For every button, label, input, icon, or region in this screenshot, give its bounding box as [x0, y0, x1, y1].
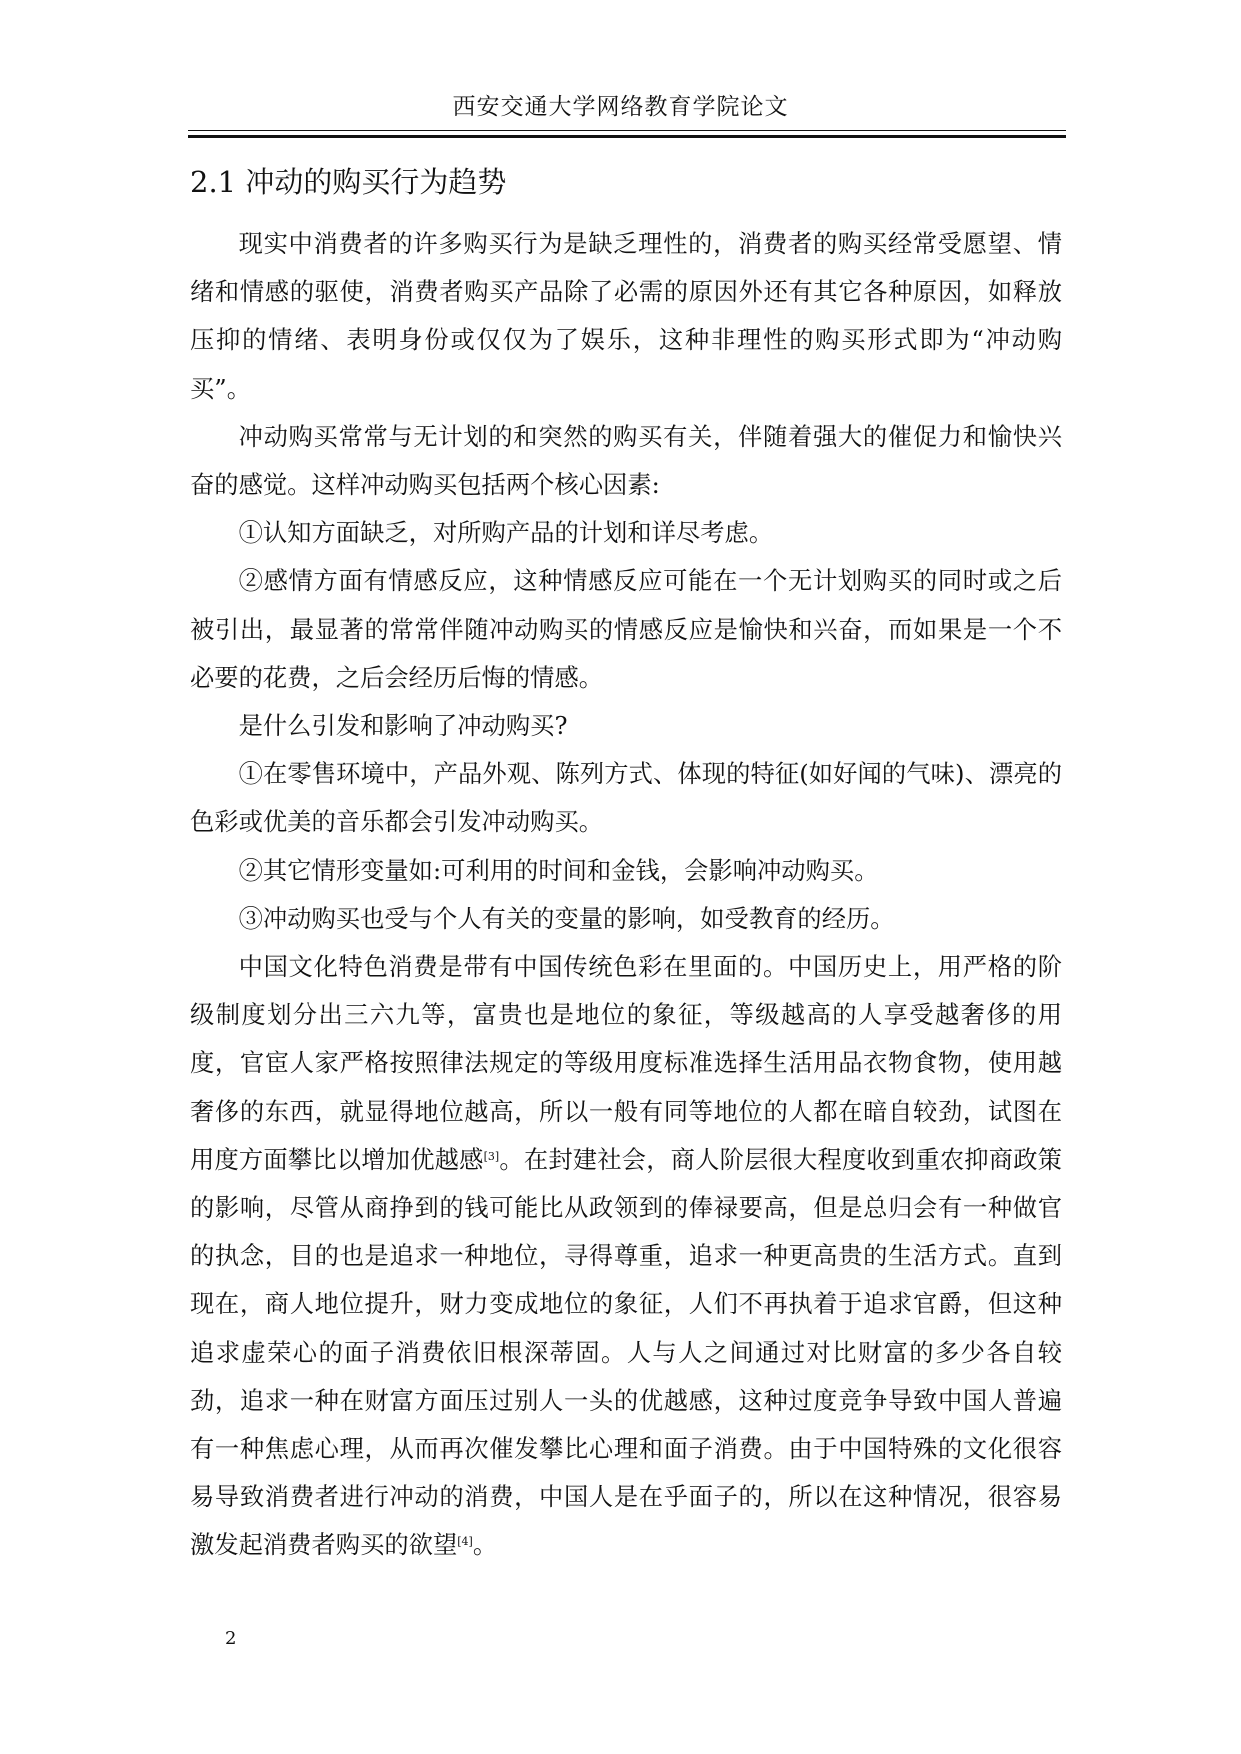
- paragraph-cause-personal: ③冲动购买也受与个人有关的变量的影响，如受教育的经历。: [238, 903, 895, 933]
- paragraph-chinese-culture: [190, 943, 1062, 1570]
- paragraph-impulse-definition: 现实中消费者的许多购买行为是缺乏理性的，消费者的购买经常受愿望、情绪和情感的驱使，消费者购买产品除了必需的原因外还有其它各种原因，如释放压抑的情绪、表明身份或仅仅为了娱乐，这种非理性的购买形式即为“冲动购买”。: [190, 229, 1062, 403]
- citation-ref-4: [4]: [457, 1535, 473, 1549]
- paragraph-text-part1: 中国文化特色消费是带有中国传统色彩在里面的。中国历史上，用严格的阶级制度划分出三六九等，富贵也是地位的象征，等级越高的人享受越奢侈的用度，官宦人家严格按照律法规定的等级用度标准选择生活用品衣物食物，使用越奢侈的东西，就显得地位越高，所以一般有同等地位的人都在暗自较劲，试图在用度方面攀比以增加优越感: [190, 952, 1062, 1174]
- paragraph-text-part3: 。: [472, 1530, 498, 1560]
- paragraph-impulse-factors: 冲动购买常常与无计划的和突然的购买有关，伴随着强大的催促力和愉快兴奋的感觉。这样冲动购买包括两个核心因素:: [190, 421, 1062, 500]
- paragraph-text-part2: 。在封建社会，商人阶层很大程度收到重农抑商政策的影响，尽管从商挣到的钱可能比从政领到的俸禄要高，但是总归会有一种做官的执念，目的也是追求一种地位，寻得尊重，追求一种更高贵的生活方式。直到现在，商人地位提升，财力变成地位的象征，人们不再执着于追求官爵，但这种追求虚荣心的面子消费依旧根深蒂固。人与人之间通过对比财富的多少各自较劲，追求一种在财富方面压过别人一头的优越感，这种过度竞争导致中国人普遍有一种焦虑心理，从而再次催发攀比心理和面子消费。由于中国特殊的文化很容易导致消费者进行冲动的消费，中国人是在乎面子的，所以在这种情况，很容易激发起消费者购买的欲望: [190, 1144, 1062, 1560]
- header-rule-thick: [188, 135, 1066, 138]
- header-rule-thin: [188, 130, 1066, 131]
- paragraph-cause-situational: ②其它情形变量如:可利用的时间和金钱，会影响冲动购买。: [238, 855, 879, 885]
- citation-ref-3: [3]: [483, 1149, 500, 1163]
- paragraph-factor-emotional: ②感情方面有情感反应，这种情感反应可能在一个无计划购买的同时或之后被引出，最显著的常常伴随冲动购买的情感反应是愉快和兴奋，而如果是一个不必要的花费，之后会经历后悔的情感。: [190, 566, 1062, 692]
- paragraph-question: 是什么引发和影响了冲动购买?: [238, 711, 568, 741]
- paragraph-cause-retail: ①在零售环境中，产品外观、陈列方式、体现的特征(如好闻的气味)、漂亮的色彩或优美的音乐都会引发冲动购买。: [190, 759, 1062, 837]
- running-header: 西安交通大学网络教育学院论文: [452, 94, 789, 120]
- body-text: [190, 220, 1062, 1570]
- section-heading: 2.1 冲动的购买行为趋势: [190, 165, 507, 199]
- paragraph-factor-cognitive: ①认知方面缺乏，对所购产品的计划和详尽考虑。: [238, 518, 774, 548]
- page-number: 2: [225, 1628, 237, 1649]
